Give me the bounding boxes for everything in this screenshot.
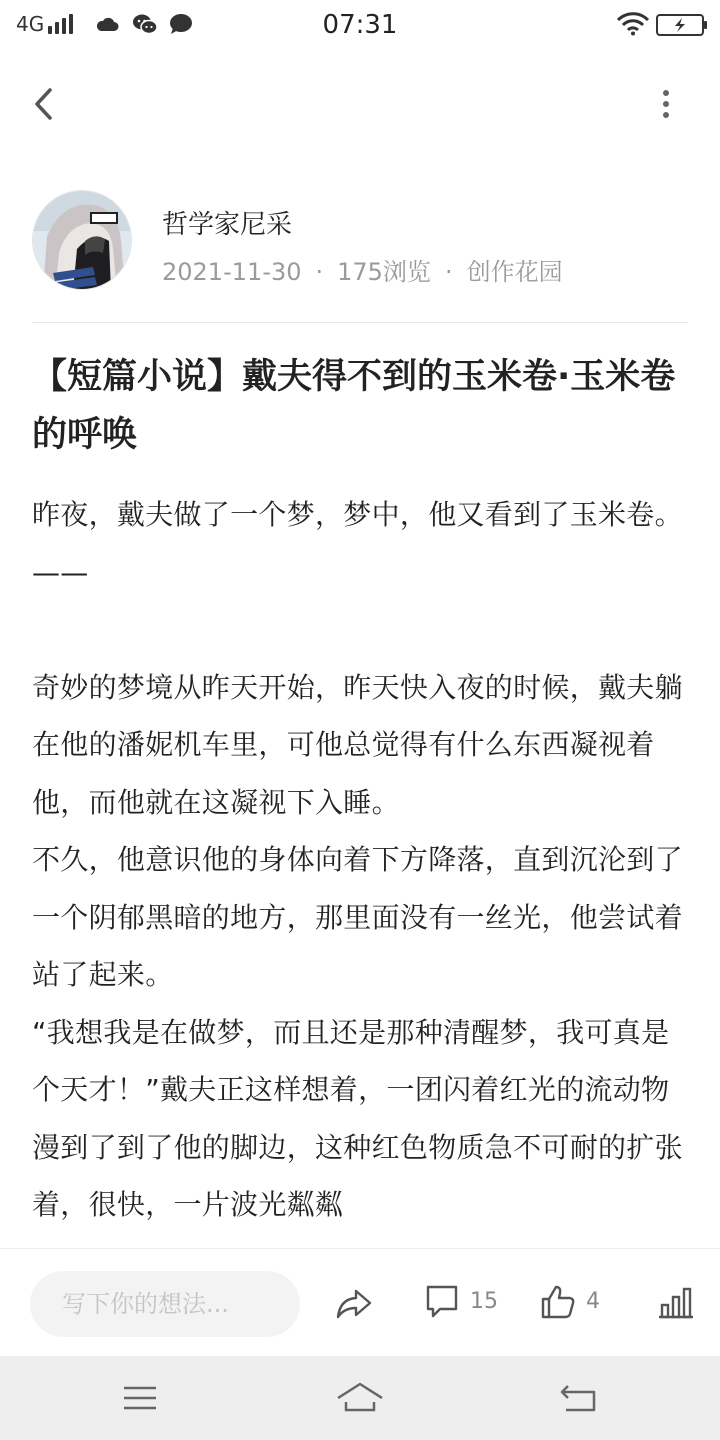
- comment-input[interactable]: 写下你的想法...: [30, 1271, 300, 1337]
- menu-icon[interactable]: [115, 1378, 165, 1418]
- category-link[interactable]: 创作花园: [466, 258, 563, 286]
- message-icon: [168, 12, 194, 36]
- divider: [32, 322, 688, 323]
- action-bar: [0, 1248, 720, 1356]
- avatar[interactable]: [32, 190, 132, 290]
- like-count: 4: [586, 1289, 600, 1314]
- article-paragraph: “我想我是在做梦，而且还是那种清醒梦，我可真是个天才！”戴夫正这样想着，一团闪着红光的流动物漫到了到了他的脚边，这种红色物质急不可耐的扩张着，很快，一片波光粼粼: [32, 1015, 683, 1221]
- author-info: [32, 190, 688, 290]
- more-vertical-icon[interactable]: [642, 80, 690, 128]
- comment-button[interactable]: [424, 1283, 504, 1323]
- back-arrow-icon[interactable]: [555, 1378, 605, 1418]
- avatar-image: [33, 191, 132, 290]
- share-button[interactable]: [334, 1283, 374, 1323]
- back-button[interactable]: [20, 80, 68, 128]
- stats-button[interactable]: [656, 1283, 696, 1323]
- cloud-icon: [94, 12, 120, 36]
- share-icon: [334, 1283, 374, 1323]
- system-navigation-bar: [0, 1356, 720, 1440]
- article-paragraph-blank: [32, 601, 688, 659]
- view-count: 175浏览: [337, 258, 431, 286]
- comment-count: 15: [470, 1289, 498, 1314]
- author-name[interactable]: 哲学家尼采: [162, 210, 293, 240]
- article-title: 【短篇小说】戴夫得不到的玉米卷·玉米卷的呼唤: [32, 357, 676, 455]
- wifi-icon: [616, 12, 650, 36]
- article-paragraph: 奇妙的梦境从昨天开始，昨天快入夜的时候，戴夫躺在他的潘妮机车里，可他总觉得有什么东西凝视着他，而他就在这凝视下入睡。: [32, 670, 683, 819]
- network-type: 4G: [16, 12, 45, 36]
- meta-separator: ·: [315, 258, 324, 286]
- home-icon[interactable]: [335, 1378, 385, 1418]
- article-body: [32, 486, 688, 1246]
- article-paragraph: 昨夜，戴夫做了一个梦，梦中，他又看到了玉米卷。——: [32, 498, 683, 589]
- post-date: 2021-11-30: [162, 258, 302, 286]
- top-navigation: [0, 60, 720, 150]
- clock: 07:31: [322, 10, 398, 40]
- signal-icon: [48, 14, 78, 34]
- comment-icon: [424, 1283, 460, 1323]
- author-meta: [162, 252, 563, 287]
- meta-separator: ·: [444, 258, 453, 286]
- battery-icon: [656, 14, 708, 36]
- status-bar: [0, 0, 720, 50]
- stats-icon: [656, 1283, 696, 1323]
- like-button[interactable]: [540, 1283, 610, 1323]
- wechat-icon: [132, 12, 158, 36]
- thumbs-up-icon: [540, 1283, 576, 1323]
- article-paragraph: 不久，他意识他的身体向着下方降落，直到沉沦到了一个阴郁黑暗的地方，那里面没有一丝光，他尝试着站了起来。: [32, 843, 683, 991]
